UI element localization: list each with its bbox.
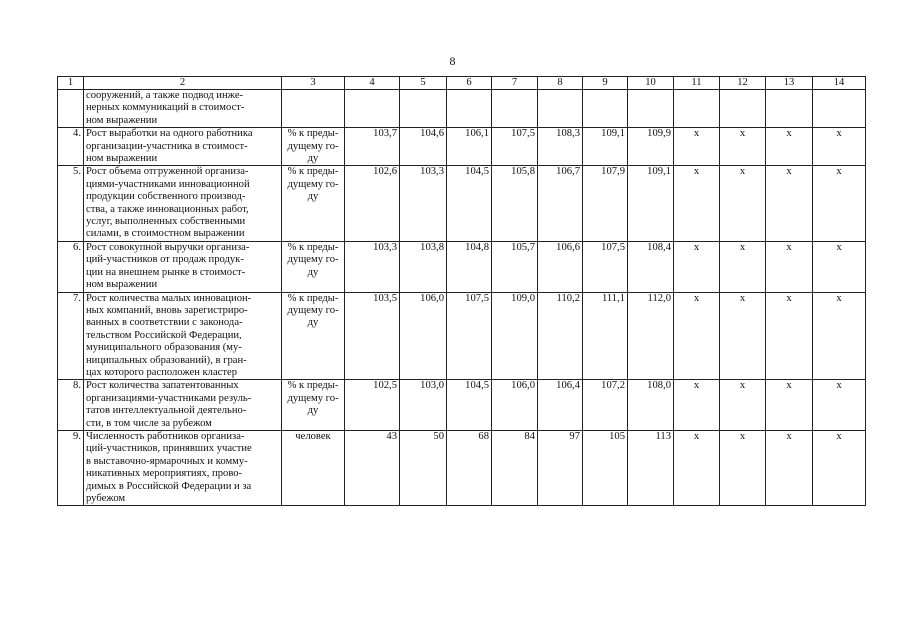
- column-number-cell: 12: [720, 77, 766, 90]
- indicator-name-cell: [84, 90, 282, 128]
- continuation-row: [58, 90, 866, 128]
- empty-cell: [813, 90, 866, 128]
- indicator-name-cell: [84, 380, 282, 431]
- not-applicable-cell: x: [766, 292, 813, 380]
- value-cell: 104,6: [400, 128, 447, 166]
- text-line: ных компаний, вновь зарегистриро-: [86, 304, 248, 316]
- text-line: сти, в том числе за рубежом: [86, 417, 212, 429]
- not-applicable-cell: x: [674, 292, 720, 380]
- not-applicable-cell: x: [674, 241, 720, 292]
- column-number-cell: 7: [492, 77, 538, 90]
- column-number-cell: 4: [345, 77, 400, 90]
- text-line: Численность работников организа-: [86, 430, 245, 442]
- value-cell: 103,3: [400, 166, 447, 241]
- value-cell: 105,8: [492, 166, 538, 241]
- text-line: цах которого расположен кластер: [86, 366, 238, 378]
- empty-cell: [674, 90, 720, 128]
- text-line: татов интеллектуальной деятельно-: [86, 405, 247, 417]
- row-number-cell: 5.: [58, 166, 84, 241]
- column-number-cell: 2: [84, 77, 282, 90]
- table-row: [58, 241, 866, 292]
- value-cell: 106,0: [492, 380, 538, 431]
- empty-cell: [400, 90, 447, 128]
- column-number-cell: 8: [538, 77, 583, 90]
- row-number-cell: 6.: [58, 241, 84, 292]
- row-number-cell: [58, 90, 84, 128]
- not-applicable-cell: x: [813, 430, 866, 505]
- text-line: услуг, выполненных собственными: [86, 216, 246, 228]
- text-line: % к преды-: [287, 128, 339, 140]
- table-row: [58, 380, 866, 431]
- value-cell: 106,4: [538, 380, 583, 431]
- indicator-name-cell: [84, 166, 282, 241]
- column-number-cell: 10: [628, 77, 674, 90]
- empty-cell: [282, 90, 345, 128]
- value-cell: 106,6: [538, 241, 583, 292]
- column-number-cell: 14: [813, 77, 866, 90]
- value-cell: 108,0: [628, 380, 674, 431]
- value-cell: 109,9: [628, 128, 674, 166]
- value-cell: 107,9: [583, 166, 628, 241]
- text-line: % к преды-: [287, 292, 339, 304]
- not-applicable-cell: x: [813, 241, 866, 292]
- empty-cell: [583, 90, 628, 128]
- text-line: человек: [295, 430, 331, 442]
- text-line: в выставочно-ярмарочных и комму-: [86, 455, 248, 467]
- text-line: Рост количества малых инновацион-: [86, 292, 252, 304]
- text-line: ном выражении: [86, 114, 158, 126]
- value-cell: 102,6: [345, 166, 400, 241]
- empty-cell: [447, 90, 492, 128]
- text-line: ства, а также инновационных работ,: [86, 203, 249, 215]
- text-line: Рост выработки на одного работника: [86, 128, 253, 140]
- empty-cell: [720, 90, 766, 128]
- value-cell: 105,7: [492, 241, 538, 292]
- not-applicable-cell: x: [720, 128, 766, 166]
- value-cell: 107,5: [492, 128, 538, 166]
- value-cell: 111,1: [583, 292, 628, 380]
- column-number-cell: 5: [400, 77, 447, 90]
- text-line: дущему го-: [287, 304, 339, 316]
- text-line: ду: [307, 405, 319, 417]
- text-line: ции на внешнем рынке в стоимост-: [86, 266, 246, 278]
- table-row: [58, 128, 866, 166]
- text-line: организации-участника в стоимост-: [86, 140, 248, 152]
- row-number-cell: 8.: [58, 380, 84, 431]
- text-line: рубежом: [86, 493, 126, 504]
- value-cell: 106,0: [400, 292, 447, 380]
- not-applicable-cell: x: [766, 166, 813, 241]
- empty-cell: [538, 90, 583, 128]
- text-line: дущему го-: [287, 392, 339, 404]
- value-cell: 107,5: [583, 241, 628, 292]
- unit-cell: [282, 166, 345, 241]
- empty-cell: [345, 90, 400, 128]
- text-line: % к преды-: [287, 380, 339, 392]
- value-cell: 109,1: [583, 128, 628, 166]
- text-line: дущему го-: [287, 254, 339, 266]
- column-number-cell: 13: [766, 77, 813, 90]
- not-applicable-cell: x: [674, 166, 720, 241]
- value-cell: 102,5: [345, 380, 400, 431]
- not-applicable-cell: x: [766, 430, 813, 505]
- column-number-cell: 1: [58, 77, 84, 90]
- text-line: ниципальных образований), в гран-: [86, 354, 247, 366]
- value-cell: 112,0: [628, 292, 674, 380]
- column-number-cell: 3: [282, 77, 345, 90]
- text-line: никативных мероприятиях, прово-: [86, 468, 243, 480]
- text-line: димых в Российской Федерации и за: [86, 480, 252, 492]
- value-cell: 110,2: [538, 292, 583, 380]
- not-applicable-cell: x: [813, 166, 866, 241]
- not-applicable-cell: x: [720, 241, 766, 292]
- unit-cell: [282, 128, 345, 166]
- text-line: тельством Российской Федерации,: [86, 329, 242, 341]
- column-number-row: [58, 77, 866, 90]
- table-row: [58, 166, 866, 241]
- table-row: [58, 430, 866, 505]
- row-number-cell: 7.: [58, 292, 84, 380]
- value-cell: 109,1: [628, 166, 674, 241]
- not-applicable-cell: x: [720, 380, 766, 431]
- unit-cell: [282, 380, 345, 431]
- value-cell: 103,8: [400, 241, 447, 292]
- unit-cell: [282, 430, 345, 505]
- empty-cell: [492, 90, 538, 128]
- indicator-name-cell: [84, 430, 282, 505]
- text-line: Рост объема отгруженной организа-: [86, 166, 249, 178]
- text-line: дущему го-: [287, 140, 339, 152]
- text-line: силами, в стоимостном выражении: [86, 228, 245, 240]
- table-body: [58, 77, 866, 506]
- not-applicable-cell: x: [674, 380, 720, 431]
- value-cell: 106,1: [447, 128, 492, 166]
- text-line: ду: [307, 266, 319, 278]
- text-line: ду: [307, 191, 319, 203]
- text-line: Рост количества запатентованных: [86, 380, 239, 392]
- not-applicable-cell: x: [674, 128, 720, 166]
- text-line: ций-участников от продаж продук-: [86, 254, 244, 266]
- not-applicable-cell: x: [720, 166, 766, 241]
- value-cell: 103,3: [345, 241, 400, 292]
- value-cell: 107,5: [447, 292, 492, 380]
- value-cell: 107,2: [583, 380, 628, 431]
- text-line: организациями-участниками резуль-: [86, 392, 252, 404]
- value-cell: 104,8: [447, 241, 492, 292]
- value-cell: 104,5: [447, 166, 492, 241]
- text-line: % к преды-: [287, 241, 339, 253]
- value-cell: 68: [447, 430, 492, 505]
- text-line: % к преды-: [287, 166, 339, 178]
- text-line: Рост совокупной выручки организа-: [86, 241, 250, 253]
- table-row: [58, 292, 866, 380]
- text-line: ванных в соответствии с законода-: [86, 317, 243, 329]
- indicators-table: [57, 76, 866, 506]
- column-number-cell: 9: [583, 77, 628, 90]
- value-cell: 43: [345, 430, 400, 505]
- indicator-name-cell: [84, 128, 282, 166]
- not-applicable-cell: x: [766, 380, 813, 431]
- not-applicable-cell: x: [720, 292, 766, 380]
- text-line: ном выражении: [86, 153, 158, 165]
- indicator-name-cell: [84, 292, 282, 380]
- value-cell: 113: [628, 430, 674, 505]
- value-cell: 103,5: [345, 292, 400, 380]
- value-cell: 84: [492, 430, 538, 505]
- row-number-cell: 9.: [58, 430, 84, 505]
- value-cell: 109,0: [492, 292, 538, 380]
- column-number-cell: 6: [447, 77, 492, 90]
- value-cell: 108,3: [538, 128, 583, 166]
- column-number-cell: 11: [674, 77, 720, 90]
- value-cell: 97: [538, 430, 583, 505]
- value-cell: 103,7: [345, 128, 400, 166]
- text-line: ду: [307, 153, 319, 165]
- not-applicable-cell: x: [720, 430, 766, 505]
- value-cell: 103,0: [400, 380, 447, 431]
- text-line: муниципального образования (му-: [86, 342, 242, 354]
- text-line: ций-участников, принявших участие: [86, 443, 252, 455]
- value-cell: 106,7: [538, 166, 583, 241]
- empty-cell: [766, 90, 813, 128]
- not-applicable-cell: x: [766, 241, 813, 292]
- empty-cell: [628, 90, 674, 128]
- not-applicable-cell: x: [813, 380, 866, 431]
- not-applicable-cell: x: [813, 292, 866, 380]
- text-line: сооружений, а также подвод инже-: [86, 90, 244, 101]
- text-line: ном выражении: [86, 279, 158, 291]
- not-applicable-cell: x: [813, 128, 866, 166]
- value-cell: 104,5: [447, 380, 492, 431]
- row-number-cell: 4.: [58, 128, 84, 166]
- text-line: циями-участниками инновационной: [86, 178, 250, 190]
- not-applicable-cell: x: [674, 430, 720, 505]
- unit-cell: [282, 292, 345, 380]
- page-number: 8: [449, 54, 456, 68]
- text-line: ду: [307, 317, 319, 329]
- indicator-name-cell: [84, 241, 282, 292]
- value-cell: 105: [583, 430, 628, 505]
- text-line: нерных коммуникаций в стоимост-: [86, 102, 245, 114]
- value-cell: 50: [400, 430, 447, 505]
- text-line: продукции собственного производ-: [86, 191, 246, 203]
- unit-cell: [282, 241, 345, 292]
- value-cell: 108,4: [628, 241, 674, 292]
- not-applicable-cell: x: [766, 128, 813, 166]
- text-line: дущему го-: [287, 178, 339, 190]
